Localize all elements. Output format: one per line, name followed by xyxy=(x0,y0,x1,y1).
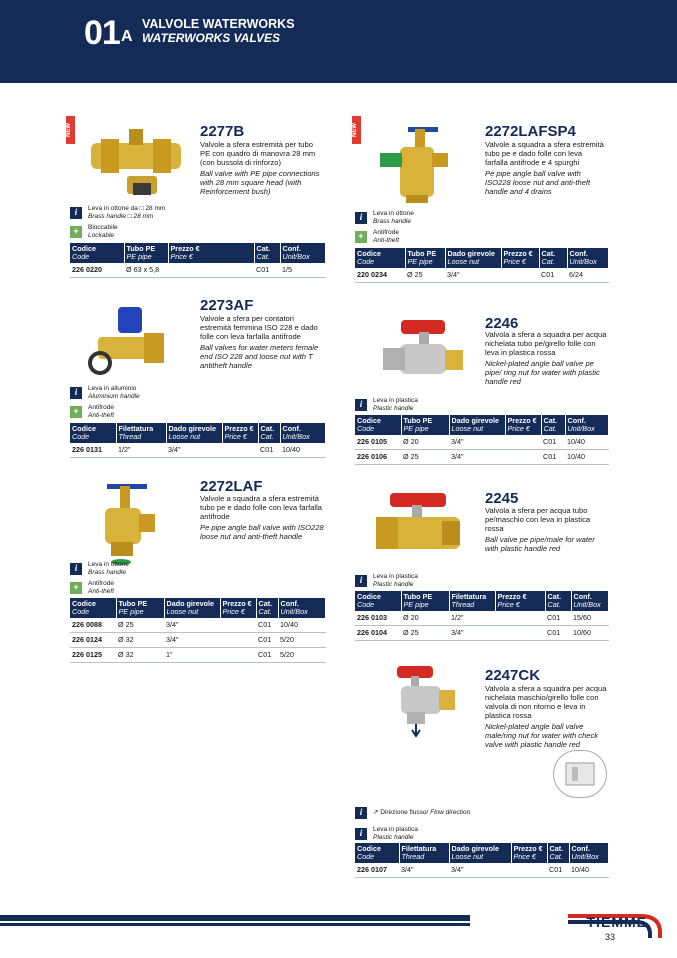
col-header: Cat. Cat. xyxy=(539,248,567,268)
note-en: Anti-theft xyxy=(373,236,400,244)
col-header: Tubo PE PE pipe xyxy=(116,598,164,618)
note-handle-2273AF xyxy=(70,385,140,400)
col-header: Prezzo € Price € xyxy=(168,243,254,263)
desc-it: Valvole a squadra a sfera estremità tubo pe e dado folle con leva farfalla antifrode e 4 spurghi xyxy=(485,140,604,167)
product-image-2247CK xyxy=(385,660,460,740)
note-flow-2247CK xyxy=(355,807,470,819)
desc-it: Valvola a sfera a squadra per acqua nichelata maschio/girello folle con valvola di non ritorno e leva in plastica rossa xyxy=(485,684,607,720)
product-code-2272LAF: 2272LAF xyxy=(200,478,263,495)
note-en: Plastic handle xyxy=(373,833,414,841)
col-header: Dado girevole Loose nut xyxy=(449,415,505,435)
product-code-2273AF: 2273AF xyxy=(200,297,254,314)
col-header: Codice Code xyxy=(355,843,399,863)
note-handle-2272LAF xyxy=(70,561,129,576)
info-icon: i xyxy=(355,212,367,224)
col-header: Prezzo € Price € xyxy=(220,598,256,618)
note-it: Leva in plastica xyxy=(373,573,418,580)
info-icon: i xyxy=(70,563,82,575)
col-header: Filettatura Thread xyxy=(116,423,166,443)
col-header: Conf. Unit/Box xyxy=(569,843,609,863)
product-code-2245: 2245 xyxy=(485,490,519,507)
note-antitheft-2272LAFSP4 xyxy=(355,229,399,244)
col-header: Codice Code xyxy=(70,243,124,263)
note-it: Bloccabile xyxy=(88,224,118,231)
desc-it: Valvole a squadra a sfera estremità tubo pe e dado folle con leva farfalla antifrode xyxy=(200,494,323,521)
col-header: Dado girevole Loose nut xyxy=(445,248,501,268)
info-icon: i xyxy=(355,399,367,411)
col-header: Tubo PE PE pipe xyxy=(124,243,168,263)
desc-en: Nickel-plated angle ball valve pe pipe/ ring nut for water with plastic handle red xyxy=(485,359,600,386)
table-row: 226 0220 Ø 63 x 5,8 C01 1/5 xyxy=(70,263,326,278)
chapter-number: 01 xyxy=(84,14,120,52)
note-lock-2277B xyxy=(70,224,118,239)
new-badge: NEW xyxy=(66,116,75,144)
page-header xyxy=(0,0,677,83)
table-2273AF xyxy=(70,423,326,458)
desc-en: Ball valve pe pipe/male for water with plastic handle red xyxy=(485,535,595,553)
product-desc-2247CK xyxy=(485,684,607,749)
note-en: Aluminium handle xyxy=(88,392,140,400)
info-icon: i xyxy=(355,807,367,819)
desc-en: Ball valve with PE pipe connections with 28 mm square head (with Reinforcement bush) xyxy=(200,169,320,196)
col-header: Codice Code xyxy=(355,415,401,435)
note-en: Anti-theft xyxy=(88,587,115,595)
col-header: Tubo PE PE pipe xyxy=(401,415,449,435)
col-header: Cat. Cat. xyxy=(541,415,565,435)
table-row: 226 0104 Ø 25 3/4" C01 10/60 xyxy=(355,626,609,641)
table-2246 xyxy=(355,415,609,465)
note-it: Leva in ottone da □ 28 mm xyxy=(88,205,166,212)
product-desc-2272LAFSP4 xyxy=(485,140,605,196)
note-en: Brass handle xyxy=(88,568,126,576)
col-header: Codice Code xyxy=(70,598,116,618)
note-handle-2247CK xyxy=(355,826,418,841)
info-icon: i xyxy=(355,575,367,587)
col-header: Cat. Cat. xyxy=(545,591,571,611)
note-en: Plastic handle xyxy=(373,404,414,412)
chapter-title-en: WATERWORKS VALVES xyxy=(142,31,281,45)
table-row: 226 0103 Ø 20 1/2" C01 15/60 xyxy=(355,611,609,626)
chapter-title-it: VALVOLE WATERWORKS xyxy=(142,17,295,31)
info-icon: i xyxy=(355,828,367,840)
col-header: Conf. Unit/Box xyxy=(280,243,326,263)
note-antitheft-2273AF xyxy=(70,404,114,419)
note-en: Brass handle xyxy=(373,217,411,225)
note-handle-2272LAFSP4 xyxy=(355,210,414,225)
col-header: Conf. Unit/Box xyxy=(280,423,326,443)
note-it: Leva in ottone xyxy=(88,561,129,568)
table-row: 226 0125 Ø 32 1" C01 5/20 xyxy=(70,648,326,663)
note-it: Leva in plastica xyxy=(373,397,418,404)
table-row: 226 0088 Ø 25 3/4" C01 10/40 xyxy=(70,618,326,633)
col-header: Codice Code xyxy=(355,248,405,268)
col-header: Filettatura Thread xyxy=(449,591,495,611)
col-header: Prezzo € Price € xyxy=(511,843,547,863)
check-valve-image xyxy=(553,750,607,798)
table-2272LAFSP4 xyxy=(355,248,609,283)
table-row: 226 0107 3/4" 3/4" C01 10/40 xyxy=(355,863,609,878)
col-header: Tubo PE PE pipe xyxy=(405,248,445,268)
brand-logo: TIEMME xyxy=(586,914,647,930)
product-code-2247CK: 2247CK xyxy=(485,667,541,684)
col-header: Codice Code xyxy=(70,423,116,443)
col-header: Cat. Cat. xyxy=(547,843,569,863)
note-it: Antifrode xyxy=(88,580,115,587)
product-desc-2246 xyxy=(485,330,607,386)
product-code-2272LAFSP4: 2272LAFSP4 xyxy=(485,123,576,140)
table-2245 xyxy=(355,591,609,641)
note-handle-2245 xyxy=(355,573,418,588)
note-it: Leva in ottone xyxy=(373,210,414,217)
col-header: Codice Code xyxy=(355,591,401,611)
table-row: 226 0131 1/2" 3/4" C01 10/40 xyxy=(70,443,326,458)
col-header: Conf. Unit/Box xyxy=(571,591,609,611)
desc-en: Nickel-plated angle ball valve male/ring nut for water with check valve with plastic handle red xyxy=(485,722,599,749)
product-image-2246 xyxy=(375,310,470,395)
col-header: Prezzo € Price € xyxy=(501,248,539,268)
col-header: Conf. Unit/Box xyxy=(278,598,326,618)
note-antitheft-2272LAF xyxy=(70,580,114,595)
desc-en: Pe pipe angle ball valve with ISO228 loose nut and anti-theft handle and 4 drains xyxy=(485,169,591,196)
desc-it: Valvola a sfera per acqua tubo pe/maschio con leva in plastica rossa xyxy=(485,506,591,533)
col-header: Cat. Cat. xyxy=(256,598,278,618)
new-badge: NEW xyxy=(352,116,361,144)
info-icon: i xyxy=(70,387,82,399)
col-header: Cat. Cat. xyxy=(258,423,280,443)
desc-it: Valvole a sfera per contatori estremità femmina ISO 228 e dado folle con leva farfalla antifrode xyxy=(200,314,318,341)
desc-en: Pe pipe angle ball valve with ISO228 loose nut and anti-theft handle xyxy=(200,523,324,541)
col-header: Filettatura Thread xyxy=(399,843,449,863)
desc-en: Ball valves for water meters female end ISO 228 and loose nut with T antitheft handle xyxy=(200,343,319,370)
product-desc-2273AF xyxy=(200,314,320,370)
lock-icon: + xyxy=(70,582,82,594)
lock-icon: + xyxy=(70,406,82,418)
col-header: Prezzo € Price € xyxy=(505,415,541,435)
note-en: Lockable xyxy=(88,231,115,239)
info-icon: i xyxy=(70,207,82,219)
table-row: 226 0106 Ø 25 3/4" C01 10/40 xyxy=(355,450,609,465)
table-2247CK xyxy=(355,843,609,878)
note-it: Antifrode xyxy=(373,229,400,236)
col-header: Prezzo € Price € xyxy=(495,591,545,611)
product-desc-2277B xyxy=(200,140,325,196)
col-header: Cat. Cat. xyxy=(254,243,280,263)
note-handle-2246 xyxy=(355,397,418,412)
desc-it: Valvola a sfera a squadra per acqua nichelata tubo pe/girello folle con leva in plastica rossa xyxy=(485,330,607,357)
col-header: Prezzo € Price € xyxy=(222,423,258,443)
product-image-2273AF xyxy=(80,295,180,380)
product-code-2246: 2246 xyxy=(485,315,519,332)
chapter-letter: A xyxy=(121,28,133,45)
col-header: Dado girevole Loose nut xyxy=(166,423,222,443)
product-image-2245 xyxy=(368,485,468,565)
lock-icon: + xyxy=(70,226,82,238)
col-header: Tubo PE PE pipe xyxy=(401,591,449,611)
note-handle-2277B xyxy=(70,205,165,220)
col-header: Dado girevole Loose nut xyxy=(449,843,511,863)
page-number: 33 xyxy=(604,932,615,942)
table-2277B xyxy=(70,243,326,278)
product-image-2277B xyxy=(78,118,193,203)
note-it: Antifrode xyxy=(88,404,115,411)
note-en: Anti-theft xyxy=(88,411,115,419)
table-row: 220 0234 Ø 25 3/4" C01 6/24 xyxy=(355,268,609,283)
table-row: 226 0124 Ø 32 3/4" C01 5/20 xyxy=(70,633,326,648)
col-header: Conf. Unit/Box xyxy=(567,248,609,268)
footer-stripes xyxy=(0,912,677,938)
product-code-2277B: 2277B xyxy=(200,123,245,140)
note-it: Leva in alluminio xyxy=(88,385,137,392)
product-desc-2245 xyxy=(485,506,607,553)
product-image-2272LAFSP4 xyxy=(365,118,465,208)
col-header: Dado girevole Loose nut xyxy=(164,598,220,618)
product-image-2272LAF xyxy=(85,478,165,568)
product-desc-2272LAF xyxy=(200,494,325,541)
note-en: Brass handle □ 28 mm xyxy=(88,212,154,220)
note-it: Leva in plastica xyxy=(373,826,418,833)
col-header: Conf. Unit/Box xyxy=(565,415,609,435)
note-flow-en: Flow direction xyxy=(430,809,471,817)
note-flow-label: ↗ Direzione flusso/ xyxy=(373,809,431,817)
note-en: Plastic handle xyxy=(373,580,414,588)
desc-it: Valvole a sfera estremità per tubo PE con quadro di manovra 28 mm (con bussola di rinforzo) xyxy=(200,140,316,167)
table-row: 226 0105 Ø 20 3/4" C01 10/40 xyxy=(355,435,609,450)
lock-icon: + xyxy=(355,231,367,243)
table-2272LAF xyxy=(70,598,326,663)
